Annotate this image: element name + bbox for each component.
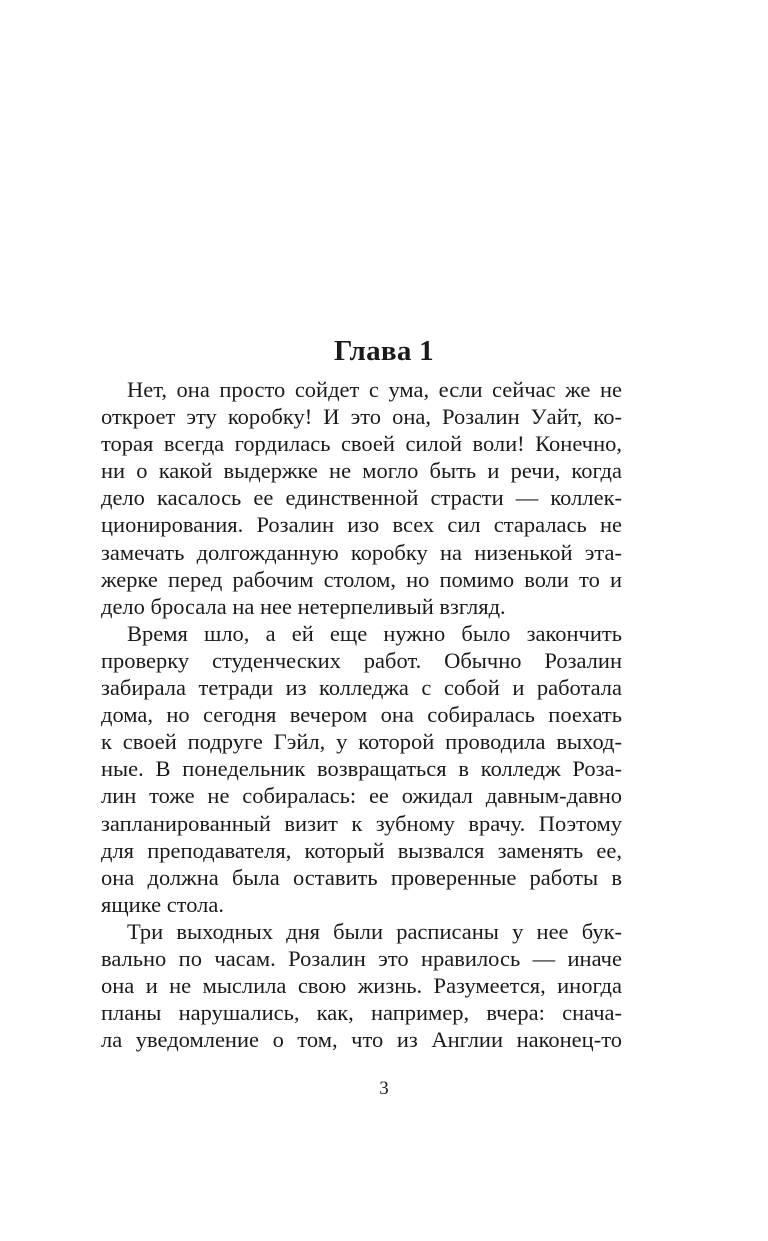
text-line: торая всегда гордилась своей силой воли! Конечно, <box>101 431 622 457</box>
text-line: для преподавателя, который вызвался заменять ее, <box>101 837 622 863</box>
page-number: 3 <box>379 1078 389 1099</box>
text-line: проверку студенческих работ. Обычно Розалин <box>101 647 622 673</box>
text-line: дело касалось ее единственной страсти — коллек- <box>101 485 622 511</box>
text-line: планы нарушались, как, например, вчера: снача- <box>101 1000 622 1026</box>
text-line: дело бросала на нее нетерпеливый взгляд. <box>101 593 506 619</box>
text-line: она и не мыслила свою жизнь. Разумеется, иногда <box>101 973 622 999</box>
text-line: ящике стола. <box>101 891 225 917</box>
text-line: ни о какой выдержке не могло быть и речи, когда <box>101 458 622 484</box>
text-line: ционирования. Розалин изо всех сил старалась не <box>101 512 622 538</box>
text-line: забирала тетради из колледжа с собой и работала <box>101 675 622 701</box>
text-line: ные. В понедельник возвращаться в колледж Роза- <box>101 756 622 782</box>
chapter-body <box>101 376 622 1053</box>
text-line: Нет, она просто сойдет с ума, если сейчас же не <box>127 377 622 402</box>
text-line: запланированный визит к зубному врачу. Поэтому <box>101 810 622 836</box>
text-line: жерке перед рабочим столом, но помимо воли то и <box>101 566 622 592</box>
text-line: замечать долгожданную коробку на низенькой эта- <box>101 539 622 565</box>
text-line: к своей подруге Гэйл, у которой проводила выход- <box>101 729 622 755</box>
chapter-title: Глава 1 <box>334 335 434 367</box>
text-line: откроет эту коробку! И это она, Розалин Уайт, ко- <box>101 404 622 430</box>
text-line: ла уведомление о том, что из Англии наконец-то <box>101 1027 622 1053</box>
text-line: лин тоже не собиралась: ее ожидал давным-давно <box>101 783 622 809</box>
text-line: дома, но сегодня вечером она собиралась поехать <box>101 702 622 728</box>
text-line: она должна была оставить проверенные работы в <box>101 864 622 890</box>
text-line: Время шло, а ей еще нужно было закончить <box>127 620 622 646</box>
text-line: Три выходных дня были расписаны у нее бук- <box>127 918 622 944</box>
text-line: вально по часам. Розалин это нравилось — иначе <box>101 945 622 971</box>
